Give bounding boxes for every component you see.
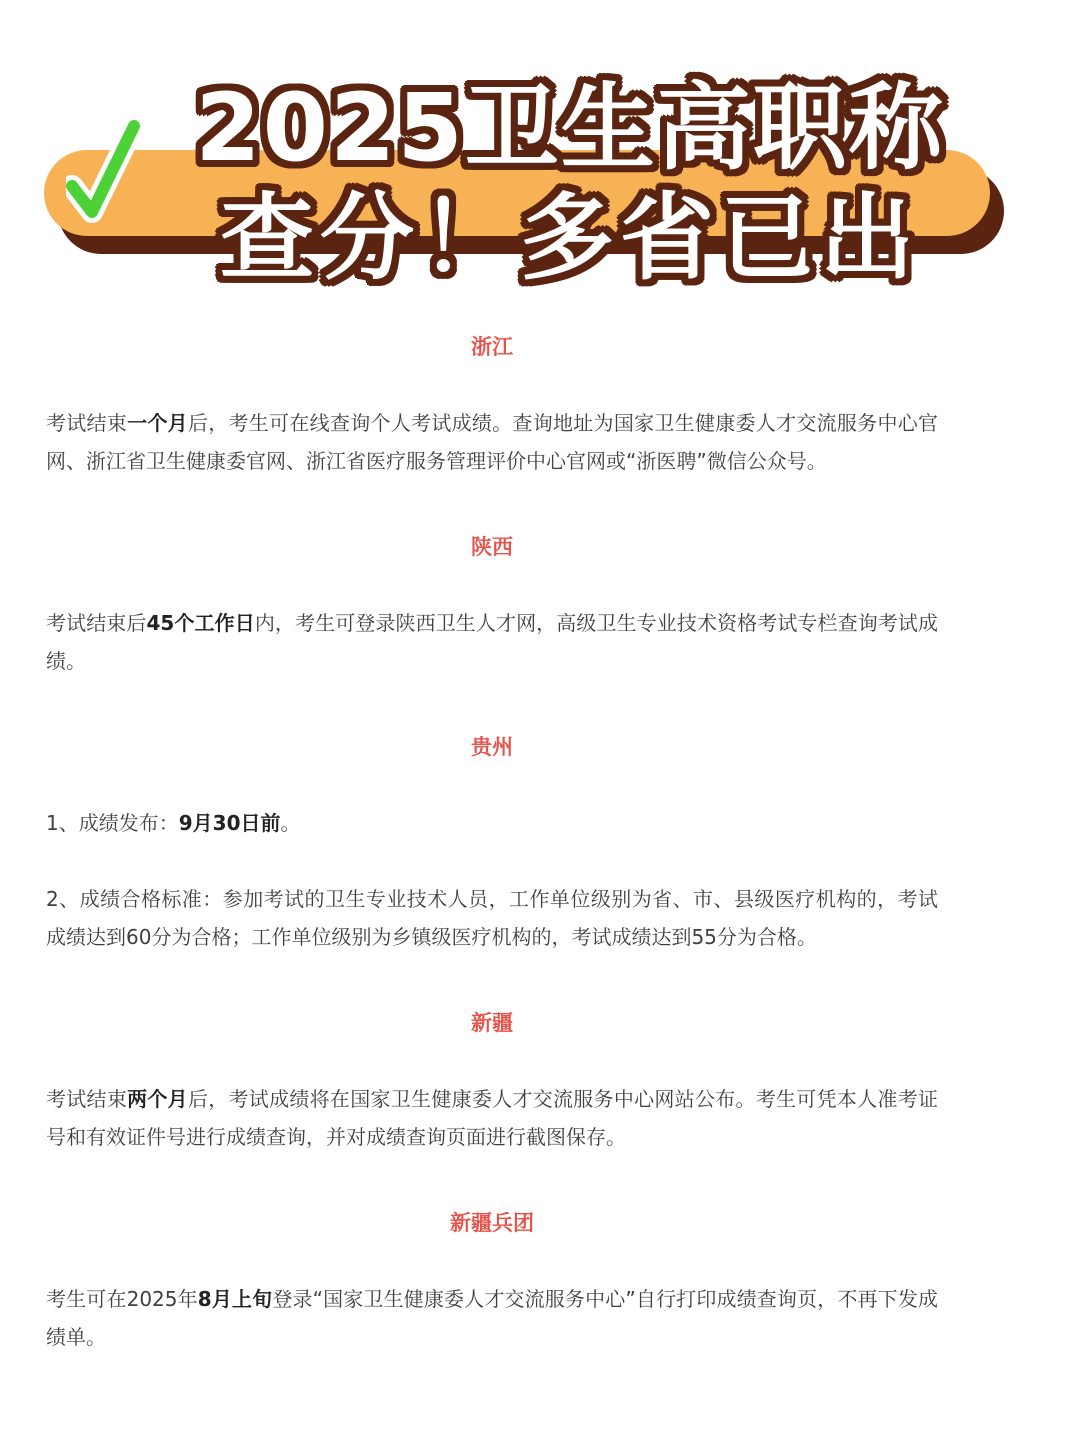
bold-text-run: 两个月 — [127, 1087, 188, 1111]
text-run: 内，考生可登录陕西卫生人才网，高级卫生专业技术资格考试专栏查询考试成绩。 — [46, 611, 939, 673]
bold-text-run: 一个月 — [127, 411, 188, 435]
section-paragraph — [46, 1280, 938, 1356]
text-run: 后，考生可在线查询个人考试成绩。查询地址为国家卫生健康委人才交流服务中心官网、浙江省卫生健康委官网、浙江省医疗服务管理评价中心官网或“浙医聘”微信公众号。 — [46, 411, 939, 473]
section-heading: 贵州 — [471, 735, 513, 759]
section-paragraph — [46, 1080, 938, 1156]
section-heading: 新疆 — [471, 1011, 513, 1035]
section-paragraph — [46, 604, 938, 680]
text-run: 考生可在2025年 — [46, 1287, 198, 1311]
text-run: 考试结束 — [46, 411, 128, 435]
section-xinjiang — [46, 998, 938, 1198]
header-banner — [0, 0, 1080, 300]
page-title-line-1: 2025卫生高职称 — [195, 74, 945, 183]
text-run: 后，考试成绩将在国家卫生健康委人才交流服务中心网站公布。考生可凭本人准考证号和有效证件号进行成绩查询，并对成绩查询页面进行截图保存。 — [46, 1087, 939, 1149]
text-run: 登录“国家卫生健康委人才交流服务中心”自行打印成绩查询页，不再下发成绩单。 — [46, 1287, 938, 1349]
section-shaanxi — [46, 522, 938, 722]
section-paragraph — [46, 804, 938, 842]
text-run: 。 — [280, 811, 301, 835]
section-paragraph — [46, 880, 938, 956]
text-run: 考试结束后 — [46, 611, 147, 635]
bold-text-run: 45个工作日 — [146, 611, 255, 635]
section-xinjiang-bingtuan — [46, 1198, 938, 1356]
text-run: 1、成绩发布： — [46, 811, 179, 835]
bold-text-run: 8月上旬 — [197, 1287, 273, 1311]
page-title-line-2: 查分！多省已出 — [219, 184, 920, 293]
section-heading: 陕西 — [471, 535, 513, 559]
article-body — [46, 322, 938, 1356]
bold-text-run: 9月30日前 — [178, 811, 281, 835]
section-zhejiang — [46, 322, 938, 522]
text-run: 2、成绩合格标准：参加考试的卫生专业技术人员，工作单位级别为省、市、县级医疗机构的，考试成绩达到60分为合格；工作单位级别为乡镇级医疗机构的，考试成绩达到55分为合格。 — [46, 887, 938, 949]
section-heading: 新疆兵团 — [450, 1211, 534, 1235]
section-heading: 浙江 — [471, 335, 513, 359]
text-run: 考试结束 — [46, 1087, 128, 1111]
section-guizhou — [46, 722, 938, 998]
section-paragraph — [46, 404, 938, 480]
